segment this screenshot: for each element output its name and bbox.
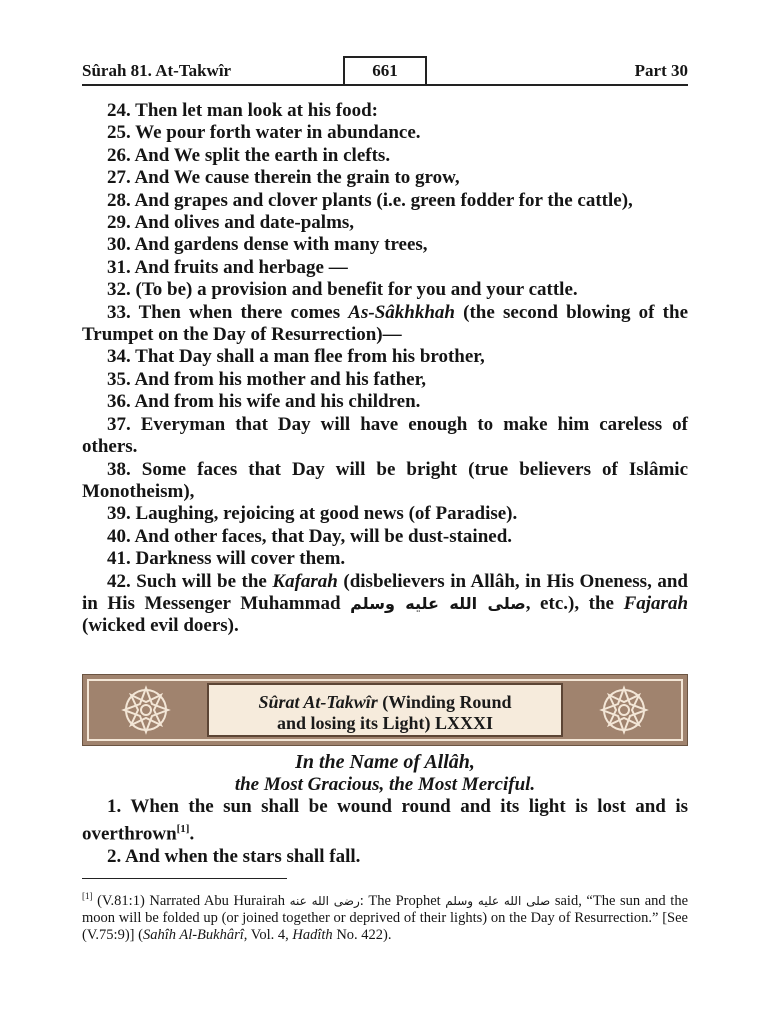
verse: 34. That Day shall a man flee from his brother, — [107, 346, 485, 368]
footnote-divider — [82, 878, 287, 879]
page-number: 661 — [343, 56, 427, 84]
surah-heading — [209, 692, 561, 734]
surah-meaning-line2: and losing its Light) LXXXI — [276, 713, 494, 733]
verse: 26. And We split the earth in clefts. — [107, 144, 391, 166]
verse: 24. Then let man look at his food: — [107, 100, 378, 121]
part-label: Part 30 — [634, 61, 688, 80]
surah-title: Sûrah 81. At-Takwîr — [82, 61, 232, 80]
footnote-marker: [1] — [82, 891, 93, 901]
footnote-text: said, “The sun and the moon will be folded up (or joined together or deprived of their lights) on the Day of Resurrection.” [See (V.75:9)] ( — [82, 892, 689, 944]
verse: 30. And gardens dense with many trees, — [107, 234, 428, 256]
verse-text: (disbelievers in Allâh, in His Oneness, and in His Messenger Muhammad — [82, 570, 688, 614]
hadith-label: Hadîth — [292, 927, 333, 944]
verse-text: 42. Such will be the — [107, 570, 273, 592]
verse-text: 33. Then when there comes — [107, 301, 349, 323]
verse-33 — [82, 302, 688, 347]
verse-2: 2. And when the stars shall fall. — [107, 846, 361, 868]
arabic-salutation: صلى الله عليه وسلم — [445, 893, 551, 908]
verse: 37. Everyman that Day will have enough to make him careless of others. — [82, 413, 688, 458]
verse: 39. Laughing, rejoicing at good news (of Paradise). — [107, 503, 518, 525]
arabic-salutation: صلى الله عليه وسلم — [350, 593, 526, 613]
verse-term: Fajarah — [623, 592, 689, 614]
verse-term: As-Sâkhkhah — [348, 301, 455, 323]
verse: 27. And We cause therein the grain to grow, — [107, 167, 460, 189]
book-title: Sahîh Al-Bukhârî — [142, 927, 244, 944]
verse: 28. And grapes and clover plants (i.e. green fodder for the cattle), — [107, 189, 633, 211]
verse: 36. And from his wife and his children. — [107, 391, 421, 413]
basmala-line1: In the Name of Allâh, — [295, 751, 475, 773]
footnote-text: : The Prophet — [359, 892, 446, 909]
verse-text: (wicked evil doers). — [82, 615, 239, 637]
verse: 29. And olives and date-palms, — [107, 212, 355, 234]
verse-term: Kafarah — [272, 570, 338, 592]
basmala-line2: the Most Gracious, the Most Merciful. — [234, 774, 536, 795]
banner-title-panel — [207, 683, 563, 737]
verse: 32. (To be) a provision and benefit for you and your cattle. — [107, 279, 578, 301]
verse-text: (the second blowing of the Trumpet on the Day of Resurrection)— — [82, 301, 688, 346]
verse-end: . — [189, 823, 195, 845]
verses-block — [82, 100, 688, 638]
surah-name: Sûrat At-Takwîr — [258, 692, 378, 712]
verse: 31. And fruits and herbage — — [107, 256, 348, 278]
verse: 35. And from his mother and his father, — [107, 368, 427, 390]
star-ornament-icon — [597, 683, 651, 737]
verse: 40. And other faces, that Day, will be dust-stained. — [107, 525, 513, 547]
verse-text: 1. When the sun shall be wound round and its light is lost and is overthrown — [82, 796, 688, 845]
verse: 38. Some faces that Day will be bright (true believers of Islâmic Monotheism), — [82, 458, 688, 502]
verse-1 — [82, 796, 688, 846]
verse-42 — [82, 571, 688, 638]
footnote-text: , Vol. 4, — [243, 927, 293, 944]
footnote — [82, 888, 688, 944]
footnote-text: No. 422). — [332, 927, 392, 944]
surah-meaning: (Winding Round — [377, 692, 512, 712]
footnote-ref[interactable]: [1] — [176, 823, 190, 836]
arabic-honorific: رضى الله عنه — [289, 893, 360, 908]
verse: 25. We pour forth water in abundance. — [107, 122, 421, 144]
verse-text: , etc.), the — [525, 592, 624, 614]
star-ornament-icon — [119, 683, 173, 737]
basmala — [82, 750, 688, 796]
verse: 41. Darkness will cover them. — [107, 548, 346, 570]
opening-verses — [82, 796, 688, 869]
surah-banner — [82, 674, 688, 746]
page-header — [82, 56, 688, 86]
footnote-text: (V.81:1) Narrated Abu Hurairah — [92, 892, 290, 909]
